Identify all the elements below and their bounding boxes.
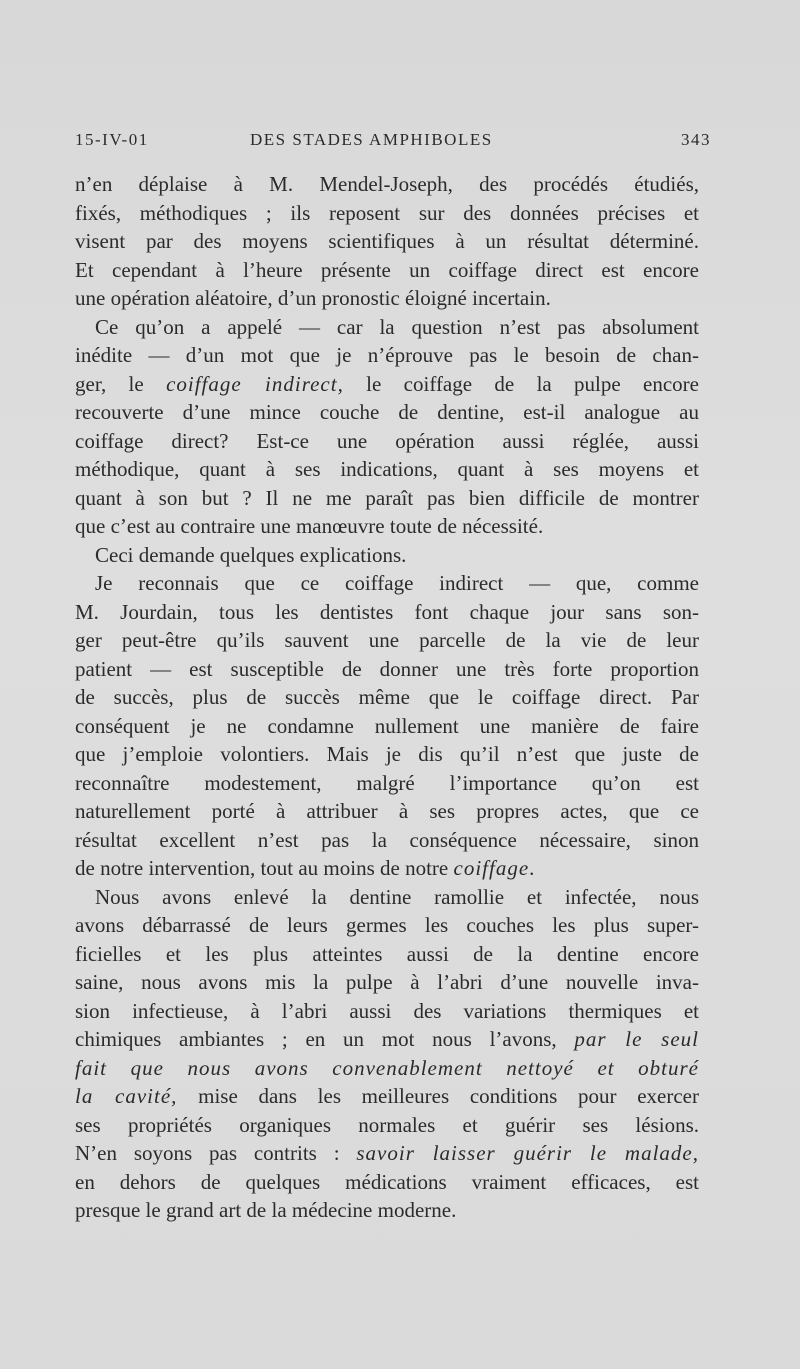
text-line: visent par des moyens scientifiques à un résultat déterminé.	[75, 229, 699, 253]
text-segment: ger, le	[75, 371, 167, 396]
text-line: fixés, méthodiques ; ils reposent sur des données précises et	[75, 200, 699, 225]
text-line: coiffage direct? Est-ce une opération aussi réglée, aussi	[75, 428, 699, 453]
text-line: ses propriétés organiques normales et guérir ses lésions.	[75, 1112, 699, 1137]
text-line: avons débarrassé de leurs germes les couches les plus super-	[75, 913, 699, 937]
text-line: recouverte d’une mince couche de dentine, est-il analogue au	[75, 400, 699, 424]
text-line: Je reconnais que ce coiffage indirect — que, comme	[95, 571, 699, 595]
text-line: patient — est susceptible de donner une très forte proportion	[75, 656, 699, 681]
text-line: que c’est au contraire une manœuvre toute de nécessité.	[75, 514, 544, 538]
italic-phrase: savoir laisser guérir le malade,	[356, 1141, 699, 1165]
text-line	[75, 370, 699, 398]
running-header	[75, 130, 711, 158]
text-line: une opération aléatoire, d’un pronostic éloigné incertain.	[75, 286, 551, 310]
page-number: 343	[681, 130, 711, 149]
text-line	[75, 1139, 699, 1167]
text-segment: chimiques ambiantes ; en un mot nous l’avons,	[75, 1027, 575, 1051]
text-line: en dehors de quelques médications vraiment efficaces, est	[75, 1169, 699, 1194]
text-line: Nous avons enlevé la dentine ramollie et infectée, nous	[95, 884, 699, 909]
text-line: inédite — d’un mot que je n’éprouve pas le besoin de chan-	[75, 343, 699, 367]
text-line	[75, 1054, 699, 1082]
text-line: saine, nous avons mis la pulpe à l’abri d’une nouvelle inva-	[75, 970, 699, 994]
text-line: quant à son but ? Il ne me paraît pas bien difficile de montrer	[75, 485, 699, 510]
text-line: n’en déplaise à M. Mendel-Joseph, des procédés étudiés,	[75, 172, 699, 196]
text-line: M. Jourdain, tous les dentistes font chaque jour sans son-	[75, 599, 699, 624]
header-title: DES STADES AMPHIBOLES	[250, 130, 493, 149]
text-line	[75, 1025, 699, 1053]
text-line	[75, 1082, 699, 1110]
italic-phrase: la cavité,	[75, 1084, 178, 1108]
text-line: presque le grand art de la médecine moderne.	[75, 1198, 457, 1222]
text-line	[75, 854, 699, 882]
text-line: naturellement porté à attribuer à ses propres actes, que ce	[75, 799, 699, 823]
text-line: reconnaître modestement, malgré l’importance qu’on est	[75, 770, 699, 795]
text-segment: le coiffage de la pulpe encore	[343, 371, 700, 396]
text-line: ger peut-être qu’ils sauvent une parcelle de la vie de leur	[75, 628, 699, 652]
italic-phrase: fait que nous avons convenablement nettoyé et obturé	[75, 1055, 699, 1080]
text-line: que j’emploie volontiers. Mais je dis qu’il n’est que juste de	[75, 742, 699, 766]
text-line: méthodique, quant à ses indications, quant à ses moyens et	[75, 457, 699, 481]
text-segment: .	[529, 856, 535, 880]
text-line: sion infectieuse, à l’abri aussi des variations thermiques et	[75, 998, 699, 1023]
text-line: conséquent je ne condamne nullement une manière de faire	[75, 713, 699, 738]
text-segment: N’en soyons pas contrits :	[75, 1141, 357, 1165]
italic-phrase: coiffage	[453, 856, 530, 880]
text-line: Et cependant à l’heure présente un coiffage direct est encore	[75, 257, 699, 282]
italic-phrase: coiffage indirect,	[166, 371, 344, 396]
text-segment: de notre intervention, tout au moins de notre	[75, 856, 454, 880]
header-date: 15-IV-01	[75, 130, 149, 149]
text-line: de succès, plus de succès même que le coiffage direct. Par	[75, 685, 699, 709]
text-line: Ceci demande quelques explications.	[95, 542, 407, 567]
text-line: résultat excellent n’est pas la conséquence nécessaire, sinon	[75, 827, 699, 852]
text-segment: mise dans les meilleures conditions pour exercer	[177, 1084, 699, 1108]
text-line: Ce qu’on a appelé — car la question n’est pas absolument	[95, 314, 699, 339]
text-line: ficielles et les plus atteintes aussi de la dentine encore	[75, 941, 699, 966]
italic-phrase: par le seul	[574, 1027, 699, 1051]
